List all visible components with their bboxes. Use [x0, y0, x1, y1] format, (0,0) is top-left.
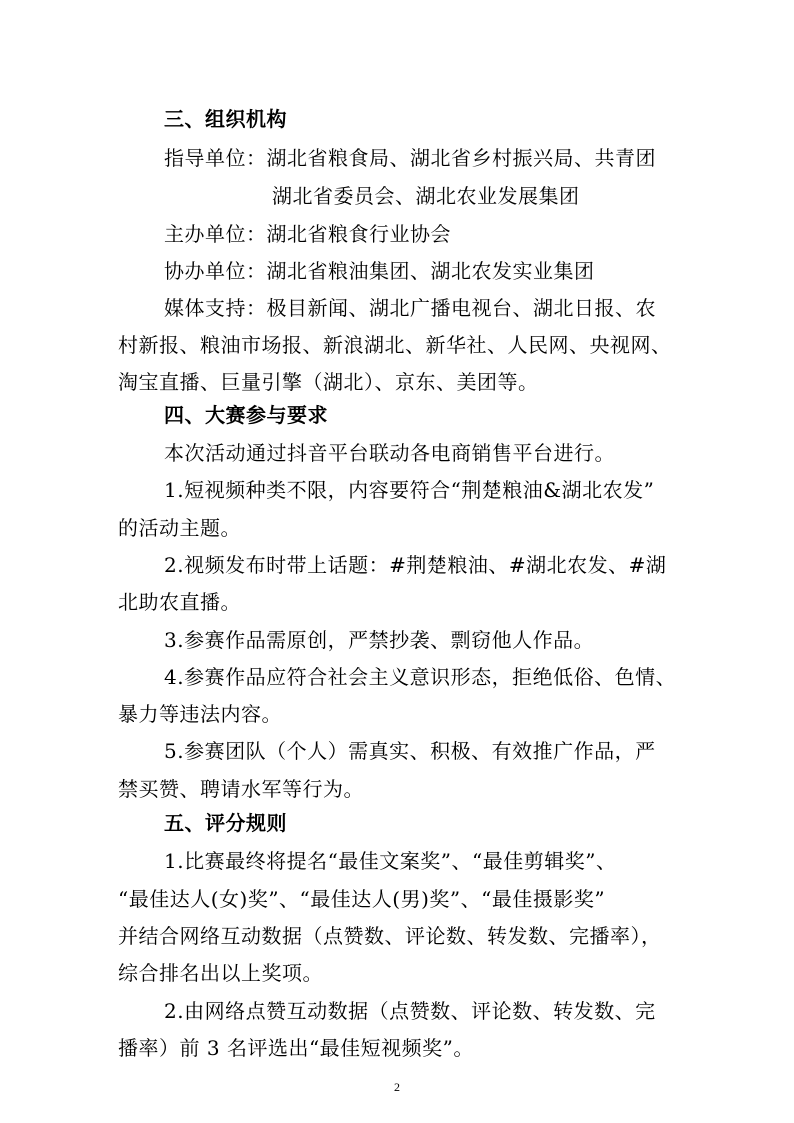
- requirement-3-line: 3.参赛作品需原创，严禁抄袭、剽窃他人作品。: [164, 628, 595, 652]
- scoring-rule-1-line-4: 综合排名出以上奖项。: [118, 961, 323, 985]
- requirement-5-line-1: 5.参赛团队（个人）需真实、积极、有效推广作品，严: [164, 739, 656, 763]
- page-number: 2: [394, 1080, 400, 1094]
- guide-units-line-2: 湖北省委员会、湖北农业发展集团: [272, 184, 580, 208]
- section-heading-scoring: 五、评分规则: [164, 811, 287, 835]
- media-support-line-2: 村新报、粮油市场报、新浪湖北、新华社、人民网、央视网、: [118, 333, 672, 357]
- section-heading-requirements: 四、大赛参与要求: [164, 403, 328, 427]
- scoring-rule-2-line-1: 2.由网络点赞互动数据（点赞数、评论数、转发数、完: [164, 999, 656, 1023]
- media-support-line-1: 媒体支持：极目新闻、湖北广播电视台、湖北日报、农: [164, 296, 656, 320]
- scoring-rule-1-line-2: “最佳达人(女)奖”、“最佳达人(男)奖”、“最佳摄影奖”: [118, 887, 606, 911]
- scoring-rule-1-line-1: 1.比赛最终将提名“最佳文案奖”、“最佳剪辑奖”、: [164, 849, 617, 873]
- requirement-1-line-2: 的活动主题。: [118, 516, 241, 540]
- requirement-2-line-1: 2.视频发布时带上话题：#荆楚粮油、#湖北农发、#湖: [164, 553, 667, 577]
- co-host-unit-line: 协办单位：湖北省粮油集团、湖北农发实业集团: [164, 259, 595, 283]
- requirement-4-line-2: 暴力等违法内容。: [118, 702, 282, 726]
- requirement-2-line-2: 北助农直播。: [118, 590, 241, 614]
- scoring-rule-1-line-3: 并结合网络互动数据（点赞数、评论数、转发数、完播率），: [118, 924, 662, 948]
- host-unit-line: 主办单位：湖北省粮食行业协会: [164, 222, 451, 246]
- media-support-line-3: 淘宝直播、巨量引擎（湖北）、京东、美团等。: [118, 370, 539, 394]
- section-heading-organization: 三、组织机构: [164, 107, 287, 131]
- requirement-4-line-1: 4.参赛作品应符合社会主义意识形态，拒绝低俗、色情、: [164, 665, 677, 689]
- scoring-rule-2-line-2: 播率）前 3 名评选出“最佳短视频奖”。: [118, 1036, 474, 1060]
- requirement-5-line-2: 禁买赞、聘请水军等行为。: [118, 777, 364, 801]
- requirements-intro: 本次活动通过抖音平台联动各电商销售平台进行。: [164, 441, 615, 465]
- requirement-1-line-1: 1.短视频种类不限，内容要符合“荆楚粮油&湖北农发”: [164, 478, 655, 502]
- guide-units-line-1: 指导单位：湖北省粮食局、湖北省乡村振兴局、共青团: [164, 146, 656, 170]
